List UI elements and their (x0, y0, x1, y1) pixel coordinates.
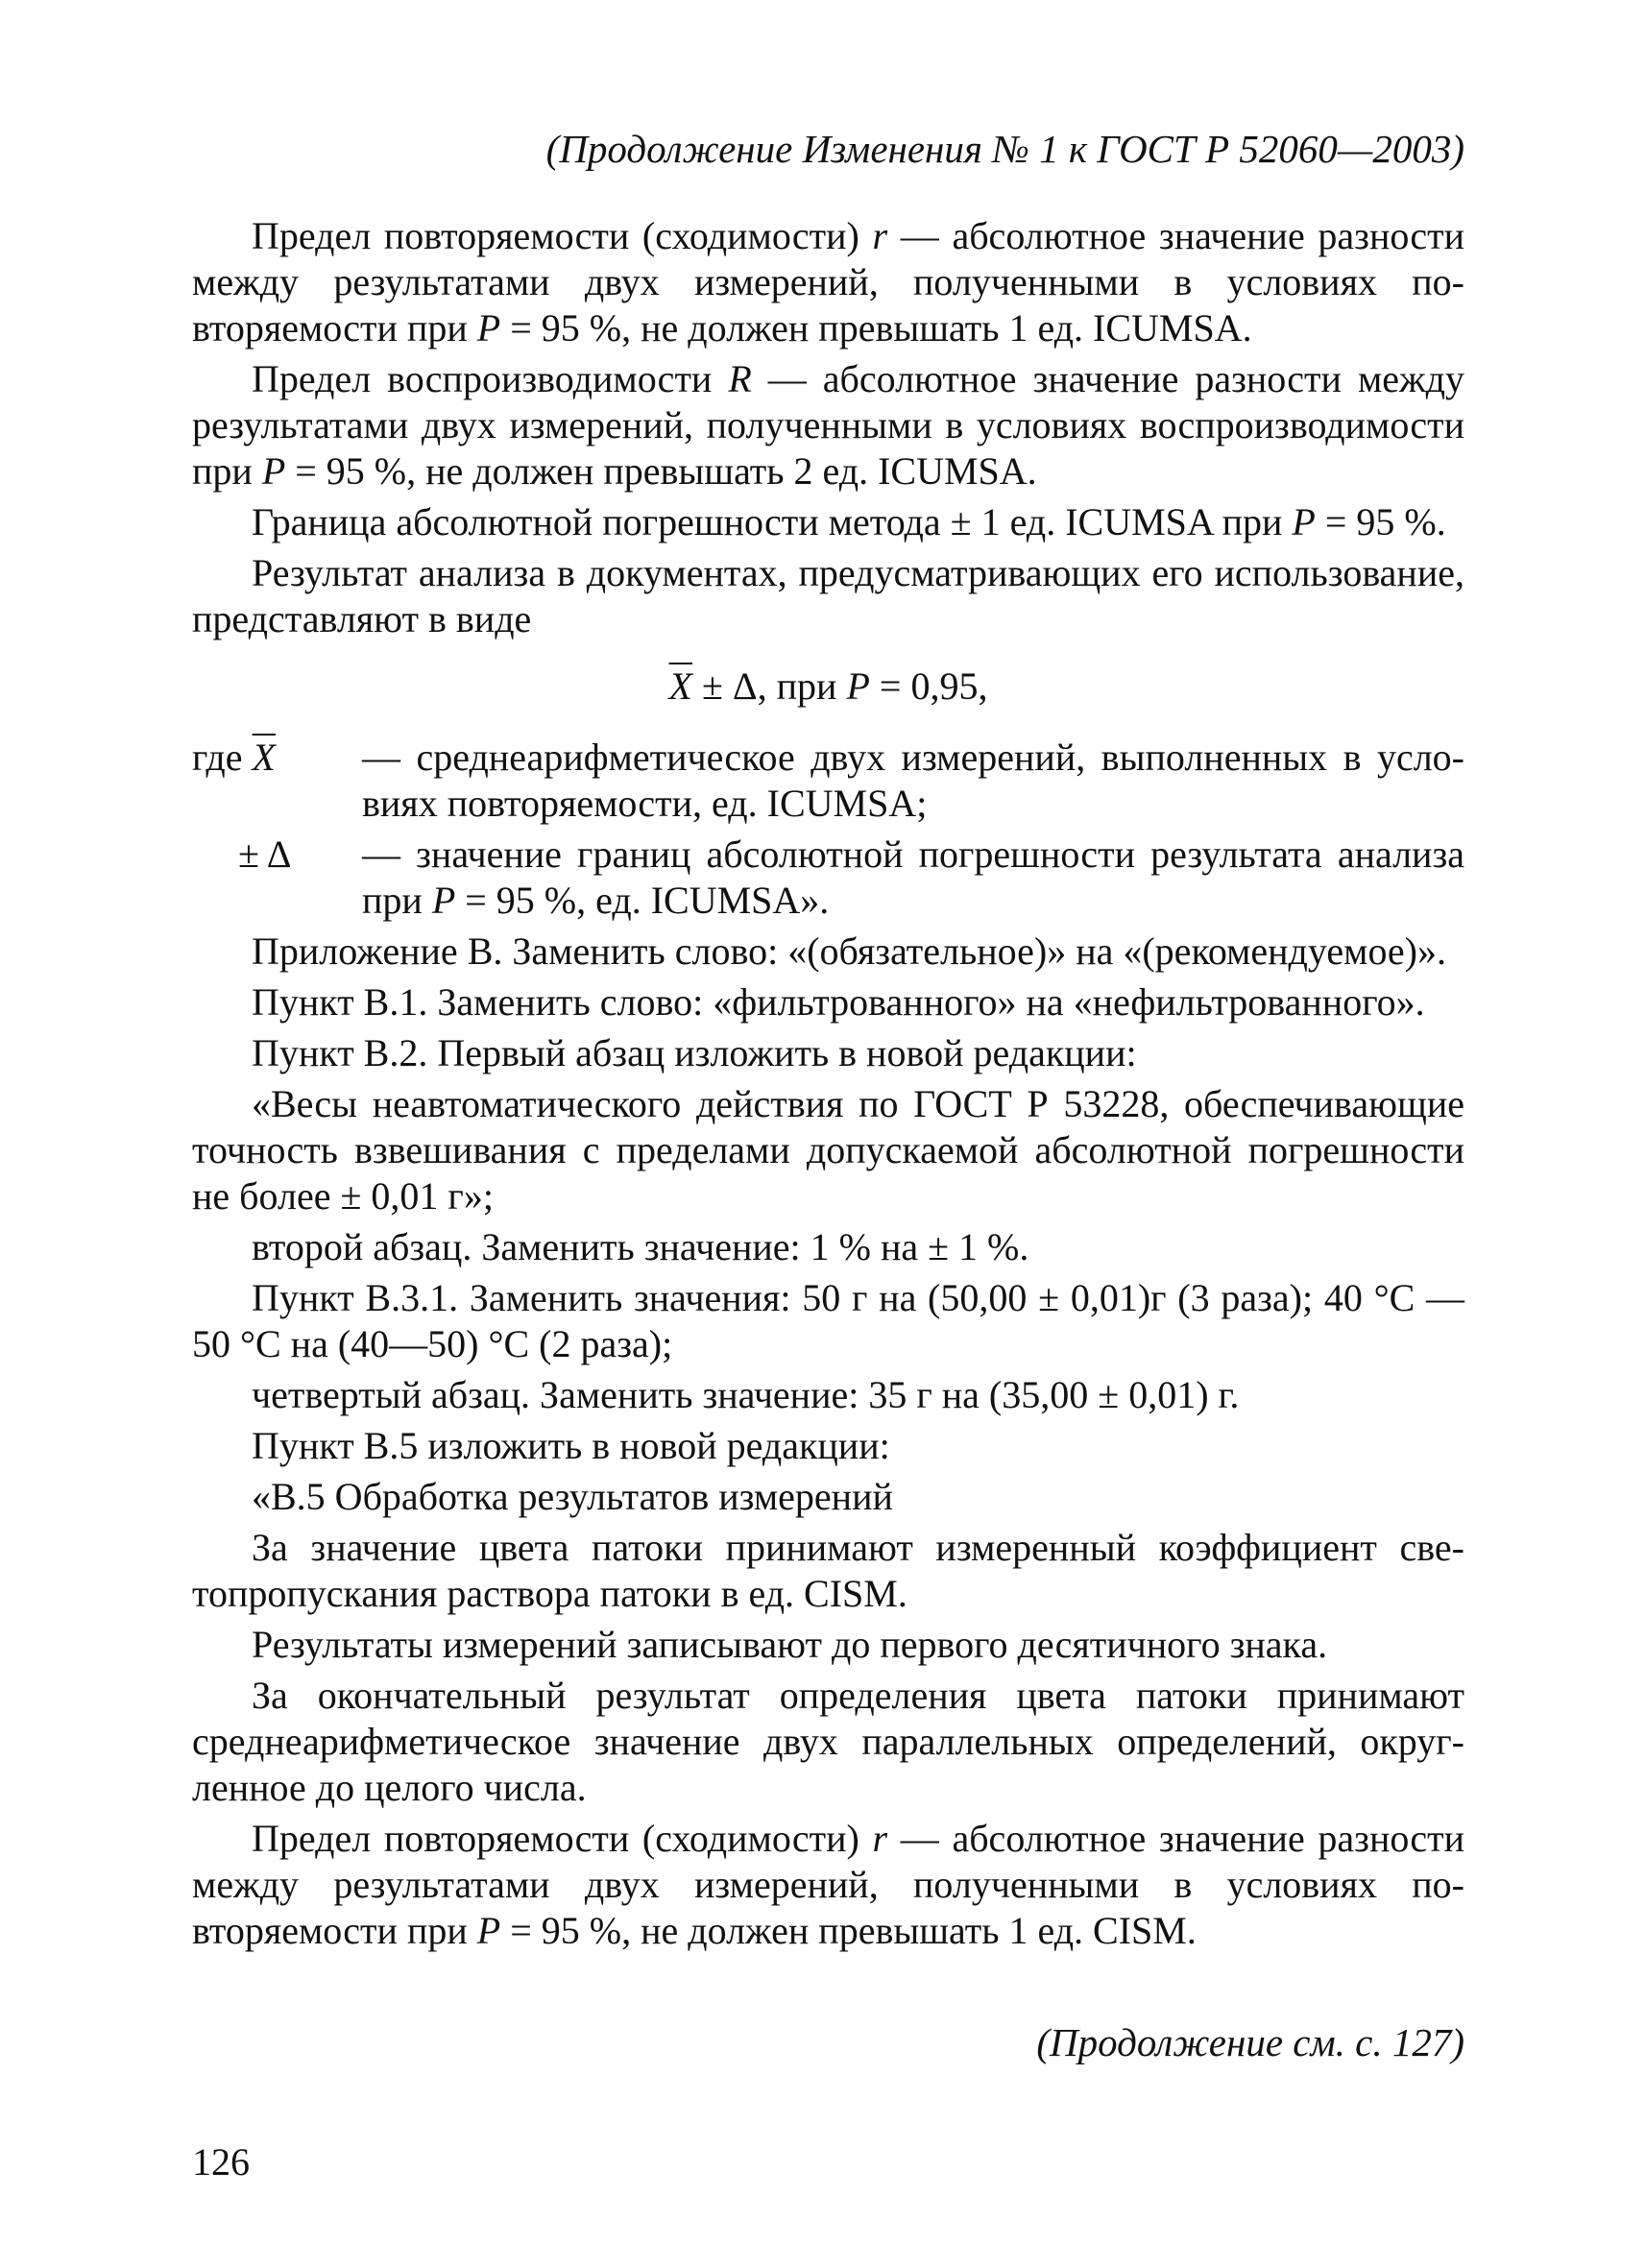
mean-x-symbol: $\overline{X}$ (252, 736, 276, 779)
paragraph-appendix-v: Приложение В. Заменить слово: «(обязательное)» на «(рекомендуемое)». (252, 929, 1447, 973)
definition-mean (192, 735, 1464, 827)
definition-delta (192, 832, 1464, 924)
variable-p: P (1292, 500, 1316, 543)
variable-p: P (261, 449, 286, 493)
definition-text: — значение границ абсолютной погрешности результата анализа при P = 95 %, ед. ICUMSA». (362, 832, 1464, 922)
paragraph-scales: «Весы неавтоматического действия по ГОСТ Р 53228, обеспечивающие точность взвешивания с пределами допускаемой абсолютной погрешности не более ± 0,01 г»; (192, 1082, 1464, 1218)
continuation-note: (Продолжение см. с. 127) (1036, 2020, 1464, 2064)
variable-p: P (431, 879, 456, 922)
variable-r: r (872, 1817, 888, 1860)
paragraph-result-presentation: Результат анализа в документах, предусматривающих его использование, представляют в виде (192, 551, 1464, 640)
paragraph-fourth-abzats: четвертый абзац. Заменить значение: 35 г на (35,00 ± 0,01) г. (252, 1373, 1240, 1416)
definition-text: — среднеарифметическое двух измерений, выполненных в условиях повторяемости, ед. ICUMSA; (362, 736, 1464, 825)
paragraph-final-result: За окончательный результат определения цвета патоки принимают среднеарифметическое значение двух параллельных определений, округленное до целого числа. (192, 1674, 1464, 1809)
paragraph-reproducibility-limit: Предел воспроизводимости R — абсолютное значение разности между результатами двух измерений, полученными в условиях воспроизводимости при P = 95 %, не должен превышать 2 ед. ICUMSA. (192, 357, 1464, 493)
variable-R: R (728, 357, 752, 400)
paragraph-color-value: За значение цвета патоки принимают измеренный коэффициент светопропускания раствора патоки в ед. CISM. (192, 1526, 1464, 1615)
variable-p: P (476, 306, 501, 350)
paragraph-clause-v31: Пункт В.3.1. Заменить значения: 50 г на (50,00 ± 0,01)г (3 раза); 40 °С — 50 °С на (40—50) °С (2 раза); (192, 1276, 1464, 1365)
variable-p: P (476, 1909, 501, 1952)
formula-mean-x: $\overline{X}$ (668, 664, 692, 708)
paragraph-v5-title: «В.5 Обработка результатов измерений (252, 1475, 893, 1518)
paragraph-second-abzats: второй абзац. Заменить значение: 1 % на ± 1 %. (252, 1225, 1029, 1268)
definition-label: где $\overline{X}$ (192, 736, 276, 779)
page-number: 126 (192, 2140, 250, 2184)
document-body (192, 213, 1464, 1959)
paragraph-repeatability-limit-cism: Предел повторяемости (сходимости) r — абсолютное значение разности между результатами двух измерений, полученными в условиях повторяемости при P = 95 %, не должен превышать 1 ед. CISM. (192, 1817, 1464, 1952)
paragraph-clause-v2: Пункт В.2. Первый абзац изложить в новой редакции: (252, 1031, 1137, 1074)
variable-p: P (846, 664, 870, 708)
formula-result: $\overline{X} \pm \Delta$, при P = 0,95, (668, 664, 988, 708)
document-page (192, 0, 1464, 2268)
paragraph-clause-v5: Пункт В.5 изложить в новой редакции: (252, 1424, 890, 1467)
paragraph-decimal-sign: Результаты измерений записывают до первого десятичного знака. (252, 1623, 1328, 1666)
paragraph-clause-v1: Пункт В.1. Заменить слово: «фильтрованного» на «нефильтрованного». (252, 980, 1425, 1024)
definition-label: ± Δ (238, 832, 292, 876)
running-header: (Продолжение Изменения № 1 к ГОСТ Р 52060—2003) (545, 127, 1464, 171)
variable-r: r (872, 214, 888, 257)
paragraph-repeatability-limit-icumsa: Предел повторяемости (сходимости) r — абсолютное значение разности между результатами двух измерений, полученными в условиях повторяемости при P = 95 %, не должен превышать 1 ед. ICUMSA. (192, 214, 1464, 350)
paragraph-error-bound: Граница абсолютной погрешности метода ± 1 ед. ICUMSA при P = 95 %. (252, 500, 1446, 543)
